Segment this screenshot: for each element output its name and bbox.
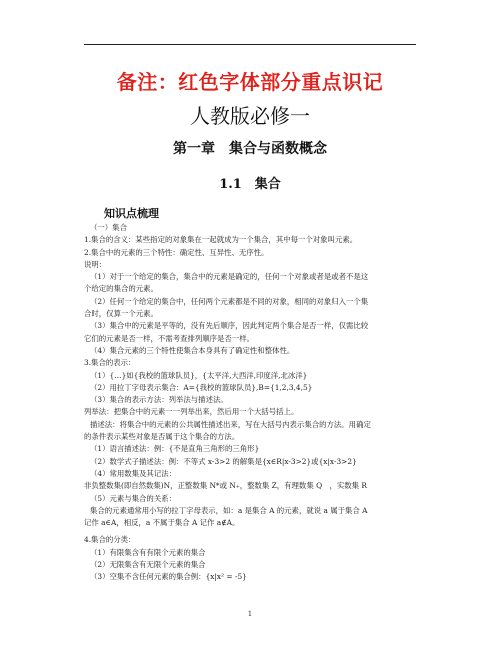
text-line: （1）语言描述法：例：{不是直角三角形的三角形}	[90, 444, 260, 454]
text-line: 1.集合的含义：某些指定的对象集在一起就成为一个集合，其中每一个对象叫元素。	[84, 235, 358, 245]
text-line: （一）集合	[90, 223, 127, 232]
text-line: 4.集合的分类：	[84, 535, 136, 545]
text-line: （2）无限集含有无限个元素的集合	[90, 560, 206, 570]
text-line: 它们的元素是否一样，不需考查排列顺序是否一样。	[84, 333, 254, 343]
body-text	[84, 222, 420, 584]
text-line: （3）空集不含任何元素的集合例：{x|x² = -5}	[90, 572, 247, 582]
knowledge-heading: 知识点梳理	[104, 207, 159, 220]
text-line: 合时，仅算一个元素。	[84, 309, 158, 319]
text-line: （2）数学式子描述法：例：不等式 x-3>2 的解集是{x∈R|x-3>2}或{x|x-3>2}	[90, 456, 357, 466]
text-line: （3）集合的表示方法：列举法与描述法。	[90, 395, 228, 405]
text-line: 描述法：将集合中的元素的公共属性描述出来，写在大括号内表示集合的方法。用确定	[90, 419, 371, 429]
text-line: （3）集合中的元素是平等的，没有先后顺序，因此判定两个集合是否一样，仅需比较	[90, 321, 369, 331]
section-title: 1.1 集合	[219, 177, 281, 192]
text-line: （2）任何一个给定的集合中，任何两个元素都是不同的对象，相同的对象归入一个集	[90, 296, 369, 306]
text-line: 列举法：把集合中的元素一一列举出来，然后用一个大括号括上。	[84, 407, 299, 417]
text-line: 的条件表示某些对象是否属于这个集合的方法。	[84, 432, 240, 442]
text-line: 2.集合中的元素的三个特性：确定性、互异性、无序性。	[84, 247, 269, 257]
edition-title: 人教版必修一	[190, 104, 310, 128]
text-line: （2）用拉丁字母表示集合：A={我校的篮球队员},B={1,2,3,4,5}	[90, 382, 313, 392]
page-number: 1	[247, 610, 253, 618]
text-line: （4）常用数集及其记法：	[90, 468, 177, 478]
text-line: （1）对于一个给定的集合，集合中的元素是确定的，任何一个对象或者是或者不是这	[90, 272, 369, 282]
text-line: 集合的元素通常用小写的拉丁字母表示，如：a 是集合 A 的元素，就说 a 属于集合 A	[90, 505, 368, 515]
text-line: （1）有限集含有有限个元素的集合	[90, 547, 206, 557]
chapter-title: 第一章 集合与函数概念	[173, 141, 327, 157]
text-line: （4）集合元素的三个特性使集合本身具有了确定性和整体性。	[90, 345, 295, 355]
text-line: （5）元素与集合的关系：	[90, 493, 177, 503]
text-line: 说明：	[84, 259, 107, 269]
text-line: （1）{…}如{我校的篮球队员}，{太平洋,大西洋,印度洋,北冰洋}	[90, 370, 308, 380]
text-line: 3.集合的表示：	[84, 358, 136, 368]
text-line: 记作 a∈A，相反，a 不属于集合 A 记作 a∉A。	[84, 518, 240, 528]
red-note: 备注：红色字体部分重点识记	[116, 70, 384, 94]
header-rule	[84, 44, 416, 45]
text-line: 非负整数集(即自然数集)N，正整数集 N*或 N₊，整数集 Z，有理数集 Q ，实数集 R	[84, 481, 367, 491]
text-line: 个给定的集合的元素。	[84, 284, 158, 294]
